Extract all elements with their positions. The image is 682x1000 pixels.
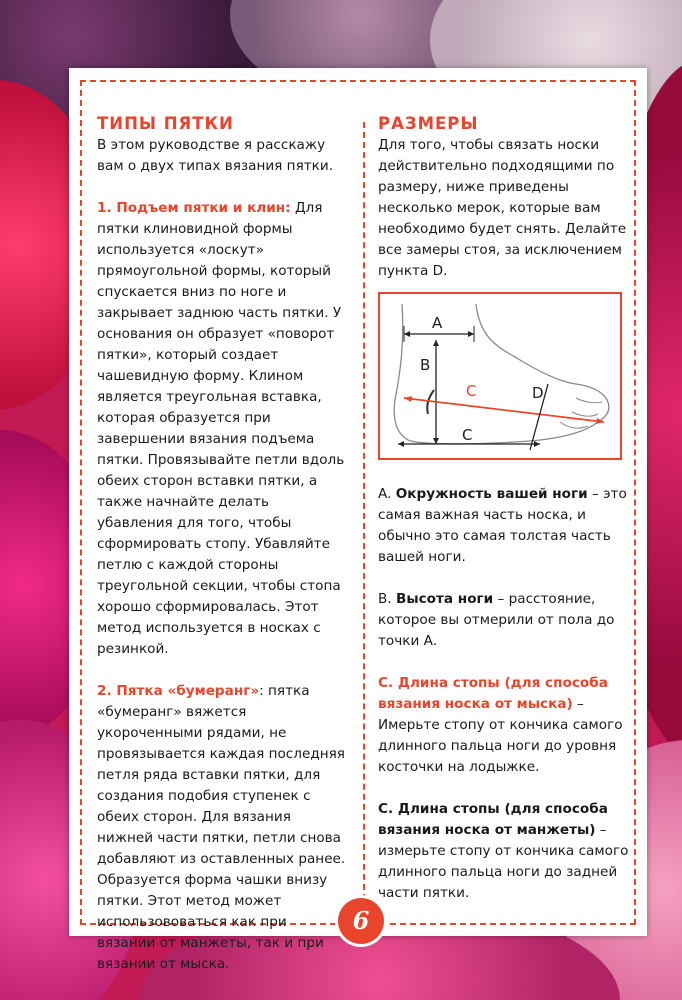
boomerang-heel-heading: 2. Пятка «бумеранг» — [97, 683, 260, 699]
boomerang-heel-text: : пятка «бумеранг» вяжется укороченными рядами, не провязывается каждая последняя петля ряда вставки пятки, для создания подобия ступенек с обеих сторон. Для вязания нижней части пятки, петли снова добавляют из оставленных ранее. Образуется форма чашки внизу пятки. Этот метод может использововаться как при вязании от манжеты, так и при вязании от мыска. — [97, 683, 346, 972]
sizes-intro: Для того, чтобы связать носки действительно подходящими по размеру, ниже приведены несколько мерок, которые вам необходимо будет снять. Делайте все замеры стоя, за исключением пункта D. — [378, 137, 627, 279]
heel-flap-gusset-paragraph — [97, 198, 349, 660]
heel-types-title: ТИПЫ ПЯТКИ — [97, 114, 234, 133]
heel-flap-gusset-text: Для пятки клиновидной формы используется «лоскут» прямоугольной формы, который спускается вниз по ноге и закрывает заднюю часть пятки. У основания он образует «поворот пятки», который создает чашевидную форму. Клином является треугольная вставка, которая образуется при завершении вязания подъема пятки. Провязывайте петли вдоль обеих сторон вставки пятки, а также начнайте делать убавления для того, чтобы сформировать стопу. Убавляйте петлю с каждой стороны треугольной секции, чтобы стопа хорошо сформировалась. Этот метод используется в носках с резинкой. — [97, 200, 345, 657]
foot-measurement-diagram — [378, 292, 622, 460]
sizes-title: РАЗМЕРЫ — [378, 114, 479, 133]
label-b: B — [420, 356, 431, 374]
heel-flap-gusset-heading: 1. Подъем пятки и клин: — [97, 200, 291, 216]
left-column — [97, 113, 349, 996]
item-c1-text: – Имерьте стопу от кончика самого длинного пальца ноги до уровня косточки на лодыжке. — [378, 696, 623, 775]
item-a-paragraph — [378, 484, 630, 568]
item-b-paragraph — [378, 589, 630, 652]
foot-illustration — [380, 294, 620, 458]
item-c1-paragraph — [378, 673, 630, 778]
label-c-red: C — [466, 382, 477, 400]
item-b-text: – расстояние, которое вы отмерили от пола до точки А. — [378, 591, 615, 649]
item-b-bold: Высота ноги — [395, 591, 494, 607]
right-column — [378, 113, 630, 925]
label-c: C — [462, 426, 473, 444]
item-b-prefix: B. — [378, 591, 396, 607]
item-a-text: – это самая важная часть носка, и обычно это самая толстая часть вашей ноги. — [378, 486, 627, 565]
label-d: D — [532, 384, 544, 402]
item-c1-heading: С. Длина стопы (для способа вязания носка от мыска) — [378, 675, 608, 712]
item-c2-heading: C. Длина стопы (для способа вязания носка от манжеты) — [378, 801, 608, 838]
arrow-c-red — [404, 398, 604, 422]
item-a-bold: Окружность вашей ноги — [395, 486, 588, 502]
item-a-prefix: A. — [378, 486, 396, 502]
page-number: 6 — [338, 898, 384, 944]
item-c2-text: – измерьте стопу от кончика самого длинного пальца ноги до задней части пятки. — [378, 822, 629, 901]
item-c2-paragraph — [378, 799, 630, 904]
boomerang-heel-paragraph — [97, 681, 349, 975]
heel-types-intro: В этом руководстве я расскажу вам о двух типах вязания пятки. — [97, 137, 334, 174]
label-a: A — [432, 314, 443, 332]
column-divider — [363, 122, 365, 910]
